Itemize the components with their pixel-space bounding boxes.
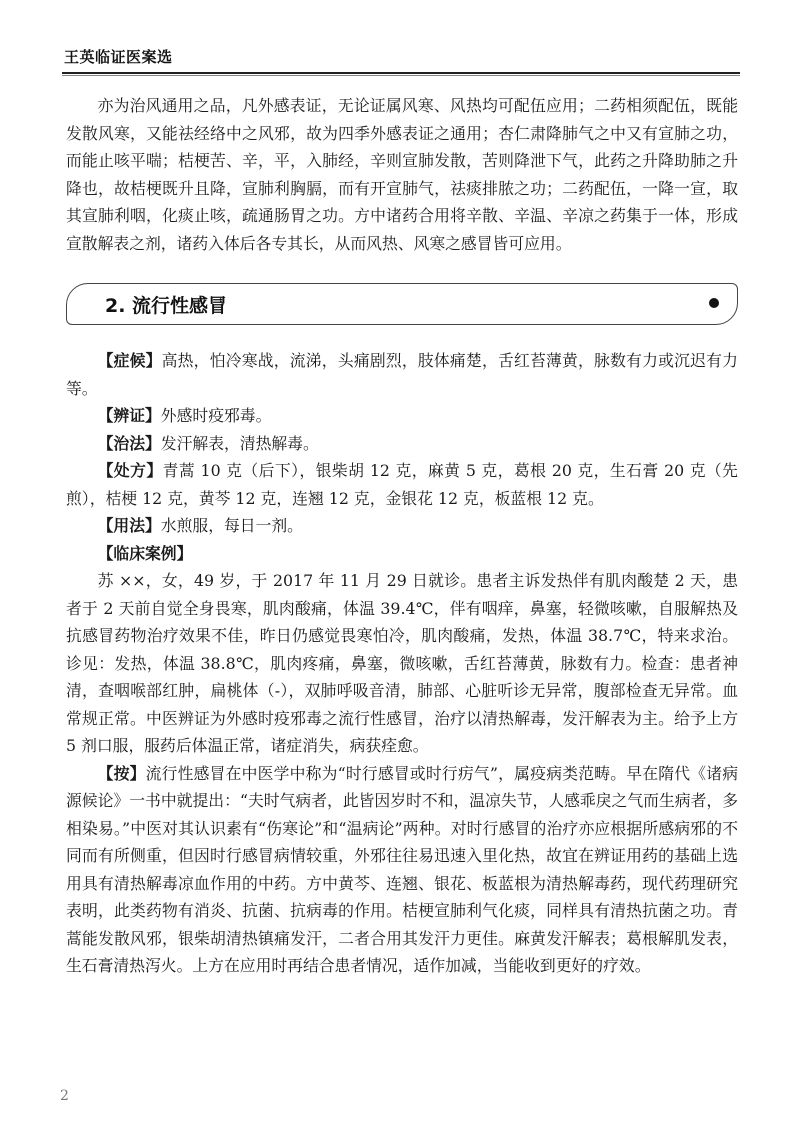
usage-label: 【用法】 [97, 516, 161, 535]
treatment-label: 【治法】 [97, 433, 161, 453]
symptoms-label: 【症候】 [97, 351, 162, 370]
running-header-title: 王英临证医案选 [64, 48, 173, 66]
note-entry [66, 760, 738, 980]
diagnosis-label: 【辨证】 [97, 406, 161, 425]
section-heading-box [66, 283, 738, 325]
prescription-entry [66, 457, 738, 512]
case-heading [66, 540, 738, 568]
diagnosis-text: 外感时疫邪毒。 [160, 406, 272, 425]
header-rule [62, 72, 740, 74]
page-body [66, 92, 738, 980]
treatment-entry [66, 430, 738, 458]
prescription-label: 【处方】 [97, 461, 163, 480]
symptoms-entry [66, 347, 738, 402]
treatment-text: 发汗解表，清热解毒。 [160, 433, 319, 453]
prescription-text: 青蒿 10 克（后下），银柴胡 12 克，麻黄 5 克，葛根 20 克，生石膏 20 克（先煎），桔梗 12 克，黄芩 12 克，连翘 12 克，金银花 12 克，板蓝根 12 克。 [66, 461, 738, 508]
usage-entry [66, 512, 738, 540]
case-label: 【临床案例】 [97, 543, 193, 563]
note-text: 流行性感冒在中医学中称为“时行感冒或时行疠气”，属疫病类范畴。早在隋代《诸病源候论》一书中就提出：“夫时气病者，此皆因岁时不和，温凉失节，人感乖戾之气而生病者，多相染易。”中医对其认识素有“伤寒论”和“温病论”两种。对时行感冒的治疗亦应根据所感病邪的不同而有所侧重，但因时行感冒病情较重，外邪往往易迅速入里化热，故宜在辨证用药的基础上选用具有清热解毒凉血作用的中药。方中黄芩、连翘、银花、板蓝根为清热解毒药，现代药理研究表明，此类药物有消炎、抗菌、抗病毒的作用。桔梗宣肺利气化痰，同样具有清热抗菌之功。青蒿能发散风邪，银柴胡清热镇痛发汗，二者合用其发汗力更佳。麻黄发汗解表；葛根解肌发表，生石膏清热泻火。上方在应用时再结合患者情况，适作加减，当能收到更好的疗效。 [66, 763, 738, 975]
intro-paragraph: 亦为治风通用之品，凡外感表证，无论证属风寒、风热均可配伍应用；二药相须配伍，既能发散风寒，又能祛经络中之风邪，故为四季外感表证之通用；杏仁肃降肺气之中又有宣肺之功，而能止咳平喘；桔梗苦、辛，平，入肺经，辛则宣肺发散，苦则降泄下气，此药之升降助肺之升降也，故桔梗既升且降，宣肺利胸膈，而有开宣肺气，祛痰排脓之功；二药配伍，一降一宣，取其宣肺利咽，化痰止咳，疏通肠胃之功。方中诸药合用将辛散、辛温、辛凉之药集于一体，形成宣散解表之剂，诸药入体后各专其长，从而风热、风寒之感冒皆可应用。 [66, 96, 738, 253]
diagnosis-entry [66, 402, 738, 430]
symptoms-text: 高热，怕冷寒战，流涕，头痛剧烈，肢体痛楚，舌红苔薄黄，脉数有力或沉迟有力等。 [66, 351, 738, 398]
section-title: 2. 流行性感冒 [105, 295, 228, 317]
note-label: 【按】 [97, 763, 146, 783]
page-number: 2 [60, 1088, 69, 1104]
case-paragraph: 苏 ××，女，49 岁，于 2017 年 11 月 29 日就诊。患者主诉发热伴有肌肉酸楚 2 天，患者于 2 天前自觉全身畏寒，肌肉酸痛，体温 39.4℃，伴有咽痒，鼻塞，轻微咳嗽，自服解热及抗感冒药物治疗效果不佳，昨日仍感觉畏寒怕冷，肌肉酸痛，发热，体温 38.7℃，特来求治。诊见：发热，体温 38.8℃，肌肉疼痛，鼻塞，微咳嗽，舌红苔薄黄，脉数有力。检查：患者神清，查咽喉部红肿，扁桃体（-），双肺呼吸音清，肺部、心脏听诊无异常，腹部检查无异常。血常规正常。中医辨证为外感时疫邪毒之流行性感冒，治疗以清热解毒，发汗解表为主。给予上方 5 剂口服，服药后体温正常，诸症消失，病获痊愈。 [66, 571, 738, 755]
bullet-dot-icon [709, 298, 719, 308]
usage-text: 水煎服，每日一剂。 [160, 516, 303, 535]
header-rule-thin [62, 75, 740, 76]
